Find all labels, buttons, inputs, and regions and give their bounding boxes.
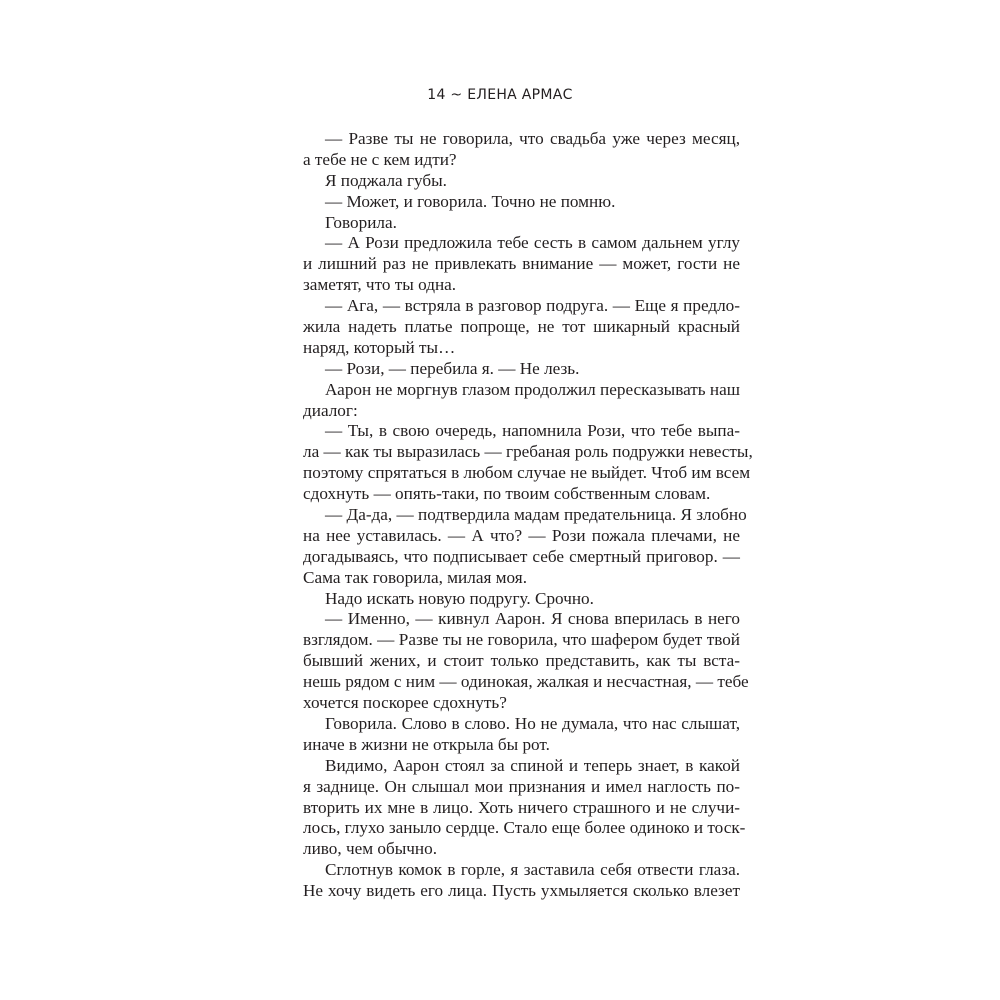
text-line: взглядом. — Разве ты не говорила, что шафером будет твой: [303, 630, 740, 650]
running-header: [0, 87, 1000, 103]
text-line: Сглотнув комок в горле, я заставила себя отвести глаза.: [325, 860, 740, 880]
text-line: вторить их мне в лицо. Хоть ничего страшного и не случи-: [303, 797, 740, 817]
text-line: Не хочу видеть его лица. Пусть ухмыляется сколько влезет: [303, 881, 740, 901]
text-line: и лишний раз не привлекать внимание — может, гости не: [303, 254, 740, 274]
text-line: Аарон не моргнув глазом продолжил пересказывать наш: [325, 379, 740, 399]
text-line: наряд, который ты…: [303, 337, 456, 357]
page-number: 14: [427, 87, 446, 103]
text-line: Говорила.: [325, 212, 397, 232]
text-line: — Именно, — кивнул Аарон. Я снова вперилась в него: [325, 609, 740, 629]
text-line: хочется поскорее сдохнуть?: [303, 693, 507, 713]
text-line: — Ты, в свою очередь, напомнила Рози, что тебе выпа-: [325, 421, 740, 441]
text-line: — Разве ты не говорила, что свадьба уже через месяц,: [325, 129, 740, 148]
text-line: бывший жених, и стоит только представить, как ты вста-: [303, 651, 740, 671]
header-separator: ~: [450, 87, 463, 103]
text-line: лось, глухо заныло сердце. Стало еще более одиноко и тоск-: [303, 818, 746, 838]
page-body-text: [303, 129, 753, 902]
text-line: сдохнуть — опять-таки, по твоим собственным словам.: [303, 484, 711, 504]
text-line: Видимо, Аарон стоял за спиной и теперь знает, в какой: [325, 755, 740, 775]
text-line: — Ага, — встряла в разговор подруга. — Еще я предло-: [325, 296, 740, 316]
text-line: Говорила. Слово в слово. Но не думала, что нас слышат,: [325, 713, 740, 733]
text-line: — Может, и говорила. Точно не помню.: [325, 191, 616, 211]
text-line: ла — как ты выразилась — гребаная роль подружки невесты,: [303, 442, 753, 462]
text-line: заметят, что ты одна.: [303, 275, 457, 295]
text-line: ливо, чем обычно.: [303, 839, 438, 859]
text-line: — Рози, — перебила я. — Не лезь.: [325, 358, 580, 378]
text-line: на нее уставилась. — А что? — Рози пожала плечами, не: [303, 525, 740, 545]
text-line: поэтому спрятаться в любом случае не выйдет. Чтоб им всем: [303, 463, 751, 483]
text-line: Я поджала губы.: [325, 170, 447, 190]
text-line: — А Рози предложила тебе сесть в самом дальнем углу: [325, 233, 740, 253]
text-line: нешь рядом с ним — одинокая, жалкая и несчастная, — тебе: [303, 672, 749, 692]
author-name: ЕЛЕНА АРМАС: [467, 87, 573, 103]
text-line: — Да-да, — подтвердила мадам предательница. Я злобно: [325, 505, 747, 525]
text-line: диалог:: [303, 400, 358, 420]
text-line: а тебе не с кем идти?: [303, 149, 457, 169]
text-line: жила надеть платье попроще, не тот шикарный красный: [303, 317, 740, 337]
text-line: я заднице. Он слышал мои признания и имел наглость по-: [303, 776, 740, 796]
text-line: догадываясь, что подписывает себе смертный приговор. —: [303, 546, 740, 566]
text-line: Сама так говорила, милая моя.: [303, 567, 527, 587]
text-line: иначе в жизни не открыла бы рот.: [303, 734, 550, 754]
text-line: Надо искать новую подругу. Срочно.: [325, 588, 594, 608]
